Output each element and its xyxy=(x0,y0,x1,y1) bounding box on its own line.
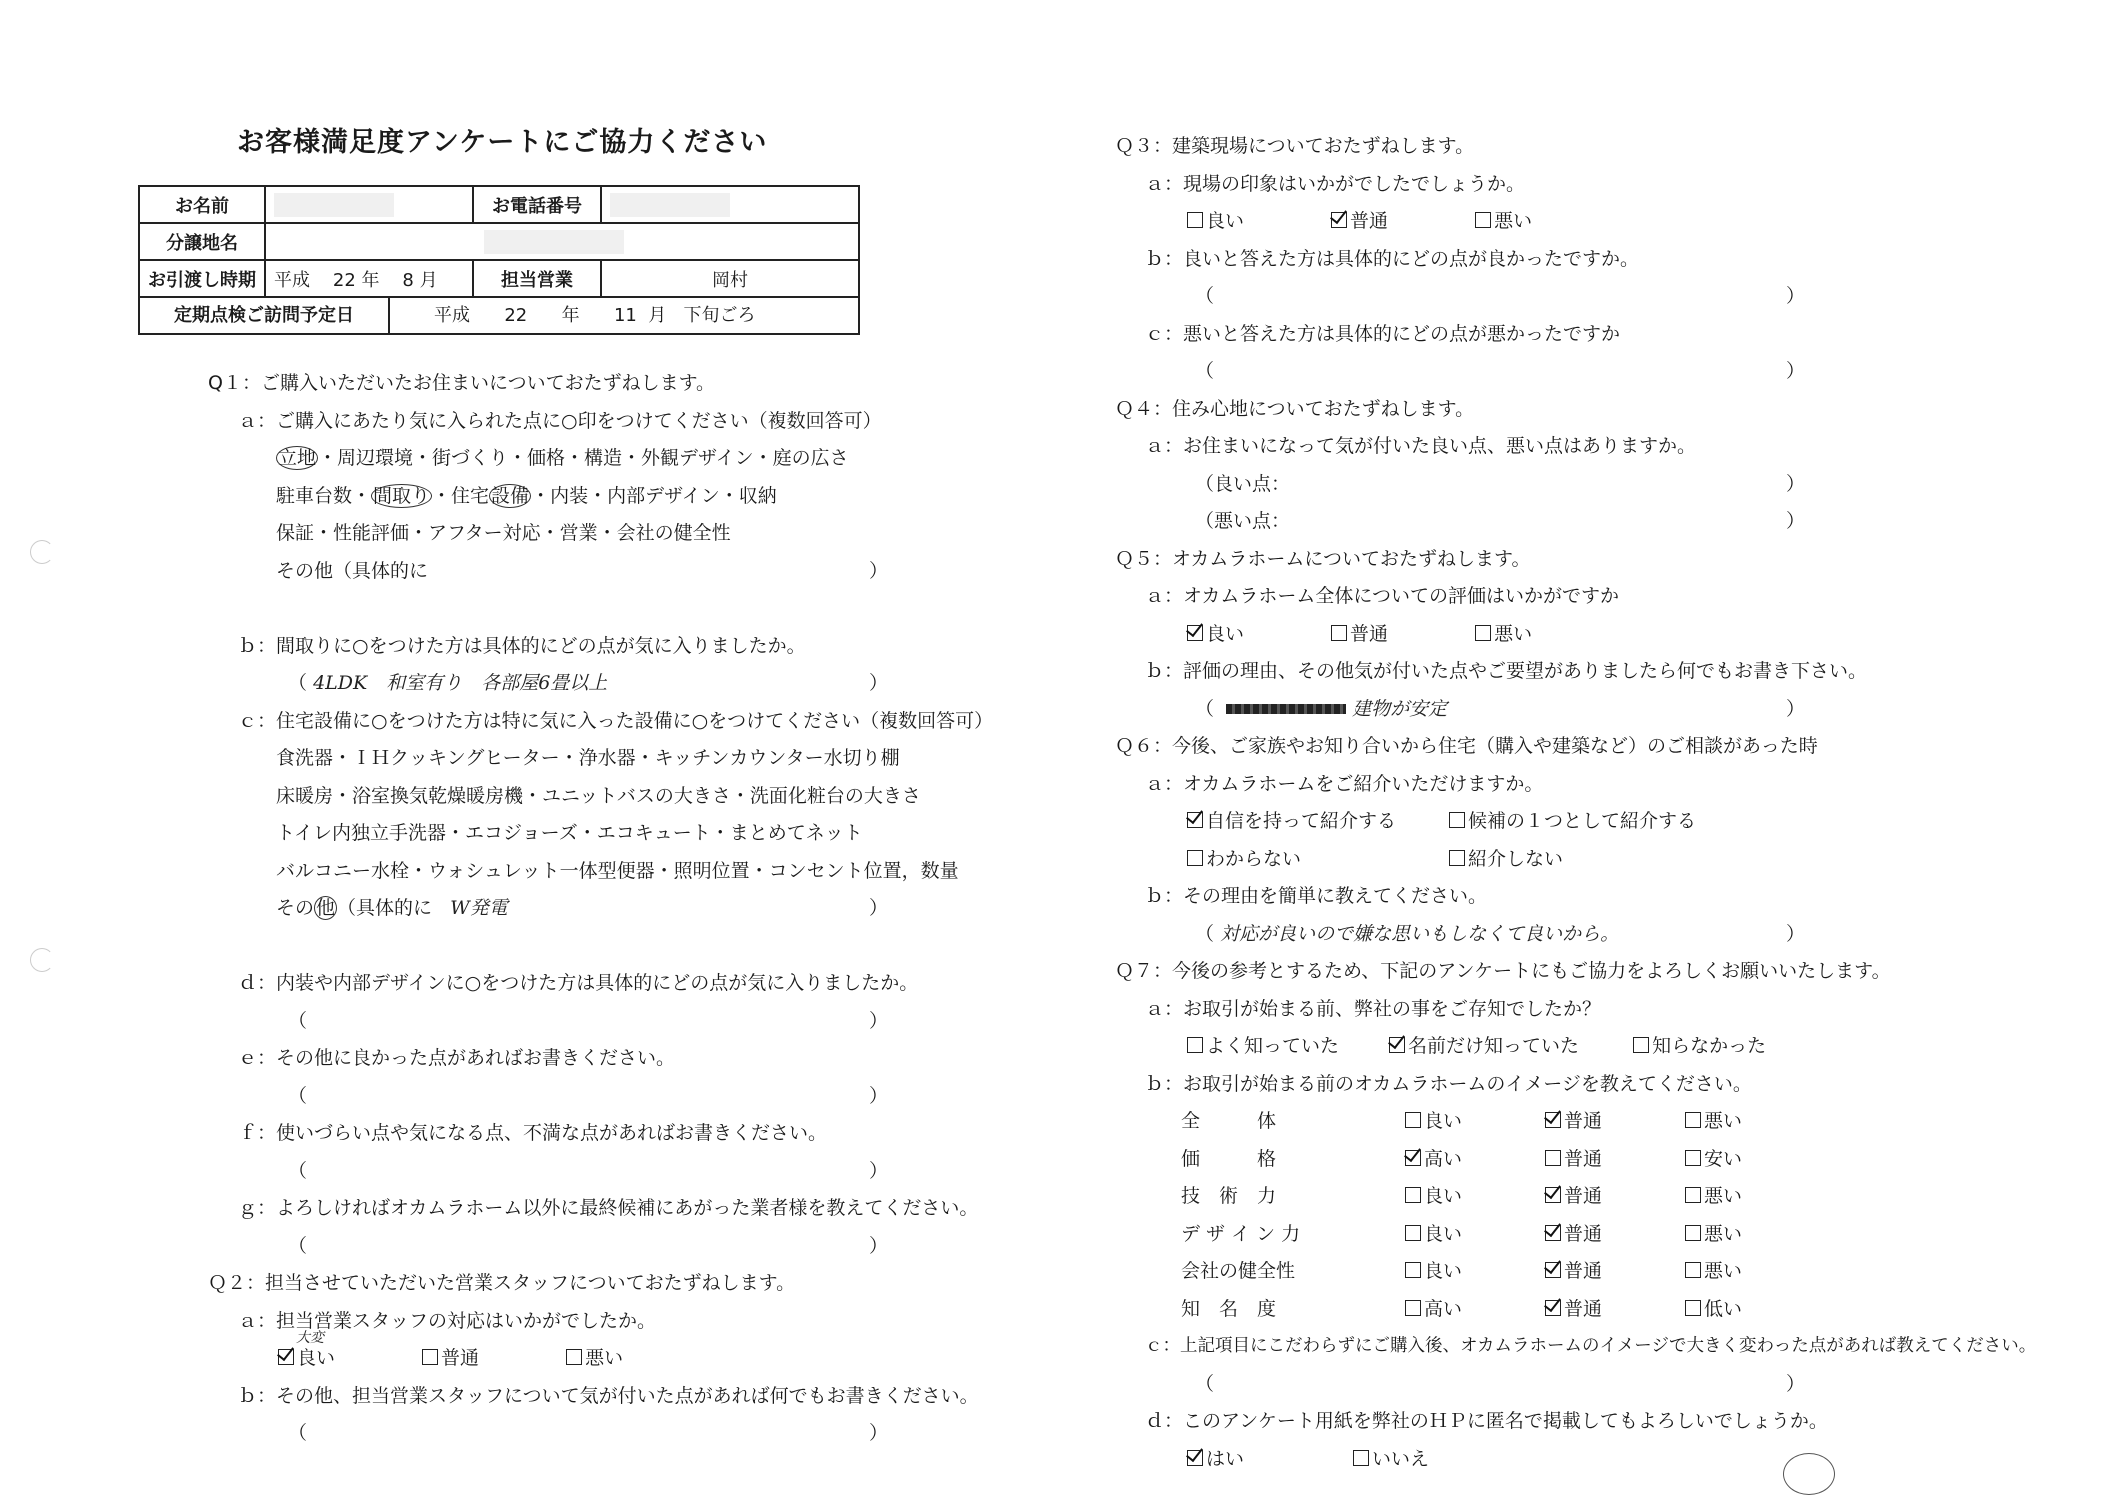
q1c-option-line: 床暖房・浴室換気乾燥暖房機・ユニットバスの大きさ・洗面化粧台の大きさ xyxy=(276,784,921,807)
option-label: 良い xyxy=(1424,1222,1463,1245)
q7b-option[interactable] xyxy=(1685,1141,1825,1179)
checkbox[interactable] xyxy=(1405,1187,1421,1203)
close-paren: ） xyxy=(868,672,888,694)
option-text: ・住宅 xyxy=(432,484,490,507)
q7d-option-no[interactable] xyxy=(1353,1441,1429,1479)
subdivision-value xyxy=(265,223,859,260)
handover-year: 22 xyxy=(332,269,356,291)
q1e-text: ｅ：その他に良かった点があればお書きください。 xyxy=(238,1047,676,1069)
inspection-value xyxy=(390,298,755,333)
q7c-answer-line[interactable] xyxy=(1195,1366,2075,1404)
q7b-row-label: 全 体 xyxy=(1181,1110,1277,1132)
q7b-row-label: 技 術 力 xyxy=(1181,1185,1277,1207)
checkbox[interactable] xyxy=(1685,1300,1701,1316)
open-paren: （ xyxy=(288,1009,308,1032)
option-text: ・周辺環境・街づくり・価格・構造・外観デザイン・庭の広さ xyxy=(318,447,849,469)
q2a-text: ａ：担当営業スタッフの対応はいかがでしたか。 xyxy=(238,1309,657,1332)
inspection-year: 22 xyxy=(504,305,528,326)
q7b-option[interactable] xyxy=(1405,1253,1545,1291)
close-paren: ） xyxy=(1785,510,1805,532)
q6-option-no[interactable] xyxy=(1449,841,1563,879)
option-label: 普通 xyxy=(1564,1185,1603,1207)
checkbox[interactable] xyxy=(1353,1450,1369,1466)
q7b-row xyxy=(1181,1216,2075,1254)
month-unit: 月 xyxy=(419,269,438,291)
q6a-options-row1 xyxy=(1187,803,2075,841)
checkbox-checked[interactable] xyxy=(1545,1225,1561,1241)
close-paren: ） xyxy=(868,1084,888,1107)
right-column xyxy=(1115,128,2075,1478)
open-paren: （ xyxy=(1195,360,1215,382)
checkbox-checked[interactable] xyxy=(1545,1112,1561,1128)
q1c-other-line xyxy=(276,890,1032,928)
option-label: 高い xyxy=(1424,1147,1463,1170)
option-label: 良い xyxy=(1206,622,1245,645)
close-paren: ） xyxy=(868,1159,888,1182)
checkbox[interactable] xyxy=(1685,1150,1701,1166)
checkbox-checked[interactable] xyxy=(1545,1300,1561,1316)
q7b-row-label: 会社の健全性 xyxy=(1181,1260,1296,1282)
q7b-option[interactable] xyxy=(1405,1141,1545,1179)
q5b-answer-line xyxy=(1195,691,2075,729)
q1a-text: ａ：ご購入にあたり気に入られた点に○印をつけてください（複数回答可） xyxy=(238,409,882,432)
option-label: 自信を持って紹介する xyxy=(1206,810,1397,832)
q7b-row xyxy=(1181,1141,2075,1179)
q4-good-point-line[interactable] xyxy=(1195,466,2075,504)
checkbox[interactable] xyxy=(1187,850,1203,866)
q6a-options-row2 xyxy=(1187,841,2075,879)
q1a-other-line xyxy=(276,553,1032,591)
q7a-text: ａ：お取引が始まる前、弊社の事をご存知でしたか？ xyxy=(1145,997,1602,1020)
q7b-option[interactable] xyxy=(1545,1291,1685,1329)
q7a-options xyxy=(1187,1028,2075,1066)
month-unit: 月 xyxy=(648,305,667,326)
q7b-option[interactable] xyxy=(1685,1291,1825,1329)
q5-option-bad[interactable] xyxy=(1475,616,1532,654)
option-label: 良い xyxy=(297,1347,336,1369)
q7b-row-label: デ ザ イ ン 力 xyxy=(1181,1222,1301,1245)
q4a-text: ａ：お住まいになって気が付いた良い点、悪い点はありますか。 xyxy=(1145,435,1697,457)
option-label: 悪い xyxy=(1494,210,1533,232)
q7b-row xyxy=(1181,1291,2075,1329)
option-label: よく知っていた xyxy=(1206,1035,1340,1057)
q3a-text: ａ：現場の印象はいかがでしたでしょうか。 xyxy=(1145,172,1526,195)
other-label: その他（具体的に xyxy=(276,559,429,582)
q7b-option[interactable] xyxy=(1685,1103,1825,1141)
checkbox[interactable] xyxy=(1331,625,1347,641)
q1g-answer-line[interactable] xyxy=(288,1228,1032,1266)
q7a-option-well-known[interactable] xyxy=(1187,1028,1383,1066)
punch-hole-mark xyxy=(30,540,54,564)
option-label: はい xyxy=(1206,1447,1245,1470)
q6b-answer-line xyxy=(1195,916,2075,954)
q2-option-bad[interactable] xyxy=(566,1340,623,1378)
q2b-text: ｂ：その他、担当営業スタッフについて気が付いた点があれば何でもお書きください。 xyxy=(238,1384,979,1407)
other-label: （具体的に xyxy=(337,897,433,919)
q2a-options xyxy=(278,1330,1032,1378)
inspection-period: 下旬ごろ xyxy=(683,305,756,326)
checkbox[interactable] xyxy=(1545,1150,1561,1166)
checkbox[interactable] xyxy=(566,1349,582,1365)
q6-option-candidate[interactable] xyxy=(1449,803,1696,841)
punch-hole-mark xyxy=(30,948,54,972)
q5-heading: Ｑ５：オカムラホームについておたずねします。 xyxy=(1115,547,1531,570)
q7d-option-yes[interactable] xyxy=(1187,1441,1347,1479)
checkbox[interactable] xyxy=(1187,212,1203,228)
page-title: お客様満足度アンケートにご協力ください xyxy=(237,127,768,158)
q7b-option[interactable] xyxy=(1685,1216,1825,1254)
checkbox[interactable] xyxy=(1405,1225,1421,1241)
q7b-option[interactable] xyxy=(1685,1253,1825,1291)
q2-option-good[interactable] xyxy=(278,1330,416,1378)
q7b-option[interactable] xyxy=(1545,1103,1685,1141)
inspection-era: 平成 xyxy=(434,305,470,326)
q3a-options xyxy=(1187,203,2075,241)
close-paren: ） xyxy=(868,559,888,582)
option-text: 駐車台数・ xyxy=(276,484,372,507)
close-paren: ） xyxy=(1785,285,1805,307)
option-label: 悪い xyxy=(1704,1222,1743,1245)
open-paren: （ xyxy=(288,1084,308,1107)
checkbox[interactable] xyxy=(1685,1225,1701,1241)
q3b-answer-line[interactable] xyxy=(1195,278,2075,316)
option-label: 普通 xyxy=(1350,210,1389,232)
checkbox[interactable] xyxy=(1187,1037,1203,1053)
subdivision-label: 分譲地名 xyxy=(139,223,265,260)
q7b-option[interactable] xyxy=(1545,1253,1685,1291)
q6a-text: ａ：オカムラホームをご紹介いただけますか。 xyxy=(1145,772,1544,795)
q3-option-bad[interactable] xyxy=(1475,203,1532,241)
close-paren: ） xyxy=(1785,697,1805,720)
option-label: 悪い xyxy=(1704,1260,1743,1282)
circled-answer: 立地 xyxy=(278,447,317,469)
checkbox-checked[interactable] xyxy=(1545,1262,1561,1278)
q7b-option[interactable] xyxy=(1405,1178,1545,1216)
option-label: 高い xyxy=(1424,1297,1463,1320)
option-label: 悪い xyxy=(585,1347,624,1369)
q1e-answer-line[interactable] xyxy=(288,1078,1032,1116)
sales-name: 岡村 xyxy=(601,260,859,297)
q7-heading: Ｑ７：今後の参考とするため、下記のアンケートにもご協力をよろしくお願いいたします。 xyxy=(1115,960,1891,982)
option-text: ・内装・内部デザイン・収納 xyxy=(531,484,777,507)
handwritten-answer: 対応が良いので嫌な思いもしなくて良いから。 xyxy=(1220,922,1620,945)
q3-option-good[interactable] xyxy=(1187,203,1325,241)
checkbox[interactable] xyxy=(1685,1187,1701,1203)
q5-option-good[interactable] xyxy=(1187,616,1325,654)
checkbox-checked[interactable] xyxy=(1187,812,1203,828)
option-label: 悪い xyxy=(1494,622,1533,645)
close-paren: ） xyxy=(868,897,888,919)
checkbox[interactable] xyxy=(1449,850,1465,866)
option-label: 安い xyxy=(1704,1147,1743,1170)
handover-month: 8 xyxy=(402,269,414,291)
redacted-name xyxy=(274,193,394,217)
q1f-answer-line[interactable] xyxy=(288,1153,1032,1191)
option-label: 良い xyxy=(1424,1260,1463,1282)
close-paren: ） xyxy=(1785,360,1805,382)
close-paren: ） xyxy=(1785,922,1805,945)
q1g-text: ｇ：よろしければオカムラホーム以外に最終候補にあがった業者様を教えてください。 xyxy=(238,1197,979,1219)
q6-option-confident[interactable] xyxy=(1187,803,1443,841)
name-value xyxy=(265,186,473,223)
q7b-row-label: 価 格 xyxy=(1181,1147,1277,1170)
open-paren: （ xyxy=(288,672,308,694)
option-label: 普通 xyxy=(1564,1147,1603,1170)
option-label: 低い xyxy=(1704,1297,1743,1320)
handwritten-note: 大変 xyxy=(296,1330,324,1346)
close-paren: ） xyxy=(868,1009,888,1032)
q3b-text: ｂ：良いと答えた方は具体的にどの点が良かったですか。 xyxy=(1145,247,1640,270)
name-label: お名前 xyxy=(139,186,265,223)
open-paren: （ xyxy=(1195,697,1215,720)
close-paren: ） xyxy=(868,1234,888,1257)
handover-era: 平成 xyxy=(274,269,310,291)
q1c-option-line: バルコニー水栓・ウォシュレット一体型便器・照明位置・コンセント位置，数量 xyxy=(276,859,959,882)
q5a-text: ａ：オカムラホーム全体についての評価はいかがですか xyxy=(1145,585,1620,607)
checkbox-checked[interactable] xyxy=(1187,1450,1203,1466)
q3c-text: ｃ：悪いと答えた方は具体的にどの点が悪かったですか xyxy=(1145,322,1621,345)
q7b-option[interactable] xyxy=(1405,1103,1545,1141)
handwritten-answer: 建物が安定 xyxy=(1352,697,1448,720)
sales-label: 担当営業 xyxy=(473,260,601,297)
q7b-image-grid xyxy=(1115,1103,2075,1328)
q1c-option-line: トイレ内独立手洗器・エコジョーズ・エコキュート・まとめてネット xyxy=(276,822,863,844)
checkbox-checked[interactable] xyxy=(278,1349,294,1365)
q1c-text: ｃ：住宅設備に○をつけた方は特に気に入った設備に○をつけてください（複数回答可） xyxy=(238,709,994,732)
checkbox[interactable] xyxy=(1475,625,1491,641)
open-paren: （ xyxy=(288,1422,308,1444)
q1-heading: Q１：ご購入いただいたお住まいについておたずねします。 xyxy=(208,372,716,394)
option-label: 良い xyxy=(1424,1185,1463,1207)
option-label: 悪い xyxy=(1704,1110,1743,1132)
option-label: 普通 xyxy=(1564,1110,1603,1132)
q1d-text: ｄ：内装や内部デザインに○をつけた方は具体的にどの点が気に入りましたか。 xyxy=(238,972,919,994)
q5-option-normal[interactable] xyxy=(1331,616,1469,654)
q1c-option-line: 食洗器・ＩＨクッキングヒーター・浄水器・キッチンカウンター水切り棚 xyxy=(276,747,900,769)
option-label: いいえ xyxy=(1372,1447,1430,1470)
q7b-row xyxy=(1181,1253,2075,1291)
handwritten-answer: 4LDK 和室有り 各部屋6畳以上 xyxy=(313,672,608,694)
q2-heading: Ｑ２：担当させていただいた営業スタッフについておたずねします。 xyxy=(208,1272,796,1294)
open-paren: （ xyxy=(1195,1372,1215,1395)
q3-option-normal[interactable] xyxy=(1331,203,1469,241)
q1a-option-line xyxy=(276,478,1032,516)
option-text: その xyxy=(276,897,315,919)
q7b-text: ｂ：お取引が始まる前のオカムラホームのイメージを教えてください。 xyxy=(1145,1072,1752,1095)
year-unit: 年 xyxy=(361,269,380,291)
checkbox[interactable] xyxy=(422,1349,438,1365)
q7b-option[interactable] xyxy=(1545,1141,1685,1179)
q6b-text: ｂ：その理由を簡単に教えてください。 xyxy=(1145,885,1488,907)
scribbled-out-text xyxy=(1226,704,1346,714)
checkbox-checked[interactable] xyxy=(1389,1037,1405,1053)
q1b-answer-line xyxy=(288,665,1032,703)
phone-label: お電話番号 xyxy=(473,186,601,223)
bad-point-label: （悪い点： xyxy=(1195,510,1291,532)
option-label: 普通 xyxy=(1350,622,1389,645)
q1d-answer-line[interactable] xyxy=(288,1003,1032,1041)
q7b-option[interactable] xyxy=(1545,1178,1685,1216)
option-label: 普通 xyxy=(1564,1297,1603,1320)
q7a-option-name-only[interactable] xyxy=(1389,1028,1627,1066)
year-unit: 年 xyxy=(561,305,580,326)
close-paren: ） xyxy=(1785,472,1805,495)
q4-heading: Ｑ４：住み心地についておたずねします。 xyxy=(1115,397,1475,420)
checkbox[interactable] xyxy=(1633,1037,1649,1053)
option-label: 知らなかった xyxy=(1652,1035,1767,1057)
option-label: 普通 xyxy=(1564,1222,1603,1245)
q7b-option[interactable] xyxy=(1405,1291,1545,1329)
handover-label: お引渡し時期 xyxy=(139,260,265,297)
q1a-option-line xyxy=(276,440,1032,478)
q7b-row xyxy=(1181,1178,2075,1216)
circled-answer: 間取り xyxy=(373,484,431,507)
checkbox[interactable] xyxy=(1685,1112,1701,1128)
q1b-text: ｂ：間取りに○をつけた方は具体的にどの点が気に入りましたか。 xyxy=(238,634,806,657)
checkbox[interactable] xyxy=(1449,812,1465,828)
q2b-answer-line[interactable] xyxy=(288,1415,1032,1453)
open-paren: （ xyxy=(1195,922,1215,945)
option-label: 候補の１つとして紹介する xyxy=(1468,810,1697,832)
q4-bad-point-line[interactable] xyxy=(1195,503,2075,541)
redacted-subdivision xyxy=(484,230,624,254)
q7b-row-label: 知 名 度 xyxy=(1181,1297,1277,1320)
phone-value xyxy=(601,186,859,223)
checkbox-checked[interactable] xyxy=(1545,1187,1561,1203)
q6-option-unknown[interactable] xyxy=(1187,841,1443,879)
option-label: 悪い xyxy=(1704,1185,1743,1207)
q7a-option-unknown[interactable] xyxy=(1633,1028,1766,1066)
inspection-label: 定期点検ご訪問予定日 xyxy=(140,298,390,333)
checkbox-checked[interactable] xyxy=(1187,625,1203,641)
checkbox[interactable] xyxy=(1405,1300,1421,1316)
q7d-text: ｄ：このアンケート用紙を弊社のＨＰに匿名で掲載してもよろしいでしょうか。 xyxy=(1145,1410,1828,1432)
open-paren: （ xyxy=(1195,285,1215,307)
checkbox[interactable] xyxy=(1405,1112,1421,1128)
q1f-text: ｆ：使いづらい点や気になる点、不満な点があればお書きください。 xyxy=(238,1122,828,1144)
open-paren: （ xyxy=(288,1234,308,1257)
inspection-month: 11 xyxy=(613,305,637,326)
checkbox-checked[interactable] xyxy=(1405,1150,1421,1166)
q1a-option-line: 保証・性能評価・アフター対応・営業・会社の健全性 xyxy=(276,522,731,544)
option-label: 良い xyxy=(1424,1110,1463,1132)
checkbox[interactable] xyxy=(1475,212,1491,228)
customer-info-table xyxy=(138,185,860,335)
close-paren: ） xyxy=(1785,1372,1805,1395)
close-paren: ） xyxy=(868,1422,888,1444)
inspection-row xyxy=(139,297,859,334)
option-label: 普通 xyxy=(441,1347,480,1369)
q3-heading: Ｑ３：建築現場についておたずねします。 xyxy=(1115,135,1475,157)
q7b-option[interactable] xyxy=(1545,1216,1685,1254)
q6-heading: Ｑ６：今後、ご家族やお知り合いから住宅（購入や建築など）のご相談があった時 xyxy=(1115,735,1818,757)
handover-value xyxy=(265,260,473,297)
q7b-row xyxy=(1181,1103,2075,1141)
q7c-text: ｃ：上記項目にこだわらずにご購入後、オカムラホームのイメージで大きく変わった点があれば教えてください。 xyxy=(1145,1336,2037,1356)
q5a-options xyxy=(1187,616,2075,654)
circled-answer: 設備 xyxy=(491,484,530,507)
option-label: わからない xyxy=(1206,847,1302,870)
redacted-phone xyxy=(610,193,730,217)
option-label: 名前だけ知っていた xyxy=(1408,1035,1580,1057)
checkbox[interactable] xyxy=(1405,1262,1421,1278)
option-label: 紹介しない xyxy=(1468,847,1564,870)
q7b-option[interactable] xyxy=(1405,1216,1545,1254)
option-label: 良い xyxy=(1206,210,1245,232)
checkbox[interactable] xyxy=(1685,1262,1701,1278)
checkbox-checked[interactable] xyxy=(1331,212,1347,228)
good-point-label: （良い点： xyxy=(1195,472,1291,495)
left-column xyxy=(132,120,1032,1453)
q3c-answer-line[interactable] xyxy=(1195,353,2075,391)
handwritten-answer: W発電 xyxy=(450,897,508,919)
q5b-text: ｂ：評価の理由、その他気が付いた点やご要望がありましたら何でもお書き下さい。 xyxy=(1145,660,1868,682)
q7d-options xyxy=(1187,1441,2075,1479)
circled-answer: 他 xyxy=(316,897,336,919)
option-label: 普通 xyxy=(1564,1260,1603,1282)
q2-option-normal[interactable] xyxy=(422,1340,560,1378)
open-paren: （ xyxy=(288,1159,308,1182)
q7b-option[interactable] xyxy=(1685,1178,1825,1216)
